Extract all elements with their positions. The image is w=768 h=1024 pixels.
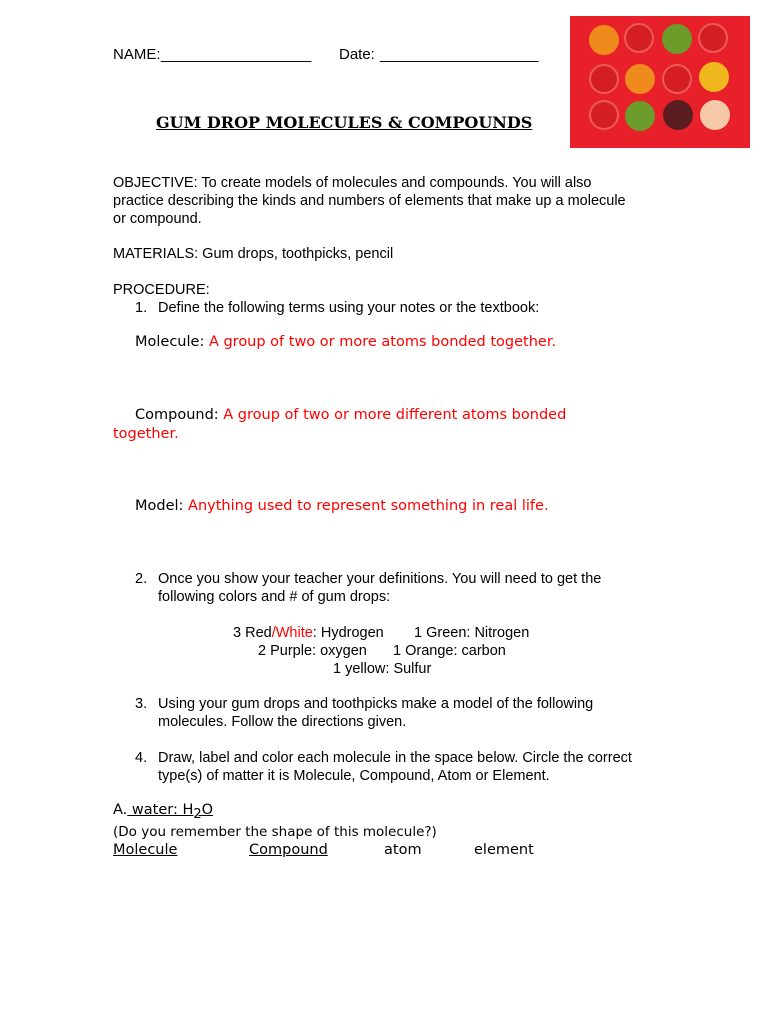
compound-answer-1: A group of two or more different atoms bonded [223, 407, 567, 423]
green-gumdrop [625, 101, 655, 131]
procedure-label: PROCEDURE: [113, 282, 210, 298]
model-label: Model: [135, 498, 189, 514]
green-gumdrop [662, 24, 692, 54]
red-gumdrop [589, 64, 619, 94]
objective-line-1: OBJECTIVE: To create models of molecules and compounds. You will also [113, 175, 592, 191]
part-a-heading [113, 802, 213, 822]
hydrogen-entry: 3 Red/White: Hydrogen [233, 625, 384, 641]
step-4-line-2: type(s) of matter it is Molecule, Compound, Atom or Element. [158, 768, 550, 784]
choice-compound[interactable]: Compound [249, 842, 328, 858]
red-gumdrop [662, 64, 692, 94]
page-title: GUM DROP MOLECULES & COMPOUNDS [156, 113, 533, 132]
date-blank: ___________________ [380, 46, 539, 63]
nitrogen-entry: 1 Green: Nitrogen [414, 625, 530, 641]
name-label: NAME: [113, 46, 161, 63]
molecule-label: Molecule: [135, 334, 209, 350]
step-3-line-1: Using your gum drops and toothpicks make a model of the following [158, 696, 594, 712]
step-2-line-1: Once you show your teacher your definitions. You will need to get the [158, 571, 602, 587]
water-formula: water: $H_2O$ [127, 802, 214, 822]
compound-label: Compound: [135, 407, 224, 423]
choice-element[interactable]: element [474, 842, 534, 858]
gumdrops-photo [570, 16, 750, 148]
objective-line-3: or compound. [113, 211, 202, 227]
step-3-line-2: molecules. Follow the directions given. [158, 714, 407, 730]
red-gumdrop [589, 100, 619, 130]
objective-line-2: practice describing the kinds and numbers of elements that make up a molecule [113, 193, 626, 209]
step-2-number: 2. [135, 571, 148, 587]
materials: MATERIALS: Gum drops, toothpicks, pencil [113, 246, 394, 262]
compound-definition [135, 407, 566, 423]
red-gumdrop [698, 23, 728, 53]
shape-question: (Do you remember the shape of this molecule?) [113, 824, 437, 840]
step-3-number: 3. [135, 696, 148, 712]
step-1-number: 1. [135, 300, 148, 316]
sulfur-entry: 1 yellow: Sulfur [333, 661, 432, 677]
step-4-line-1: Draw, label and color each molecule in the space below. Circle the correct [158, 750, 632, 766]
white-gumdrop [700, 100, 730, 130]
compound-answer-2: together. [113, 426, 179, 442]
molecule-answer: A group of two or more atoms bonded together. [208, 334, 557, 350]
step-1-text: Define the following terms using your notes or the textbook: [158, 300, 540, 316]
molecule-definition [135, 334, 556, 350]
model-answer: Anything used to represent something in real life. [188, 498, 549, 514]
red-gumdrop [624, 23, 654, 53]
step-4-number: 4. [135, 750, 148, 766]
oxygen-entry: 2 Purple: oxygen [258, 643, 367, 659]
name-blank: __________________ [161, 46, 312, 63]
purple-gumdrop [663, 100, 693, 130]
orange-gumdrop [589, 25, 619, 55]
carbon-entry: 1 Orange: carbon [393, 643, 506, 659]
date-label: Date: [339, 46, 375, 63]
choice-atom[interactable]: atom [384, 842, 422, 858]
model-definition [135, 498, 549, 514]
part-a-letter: A. [113, 802, 128, 818]
yellow-gumdrop [699, 62, 729, 92]
choice-molecule[interactable]: Molecule [113, 842, 178, 858]
orange-gumdrop [625, 64, 655, 94]
step-2-line-2: following colors and # of gum drops: [158, 589, 391, 605]
